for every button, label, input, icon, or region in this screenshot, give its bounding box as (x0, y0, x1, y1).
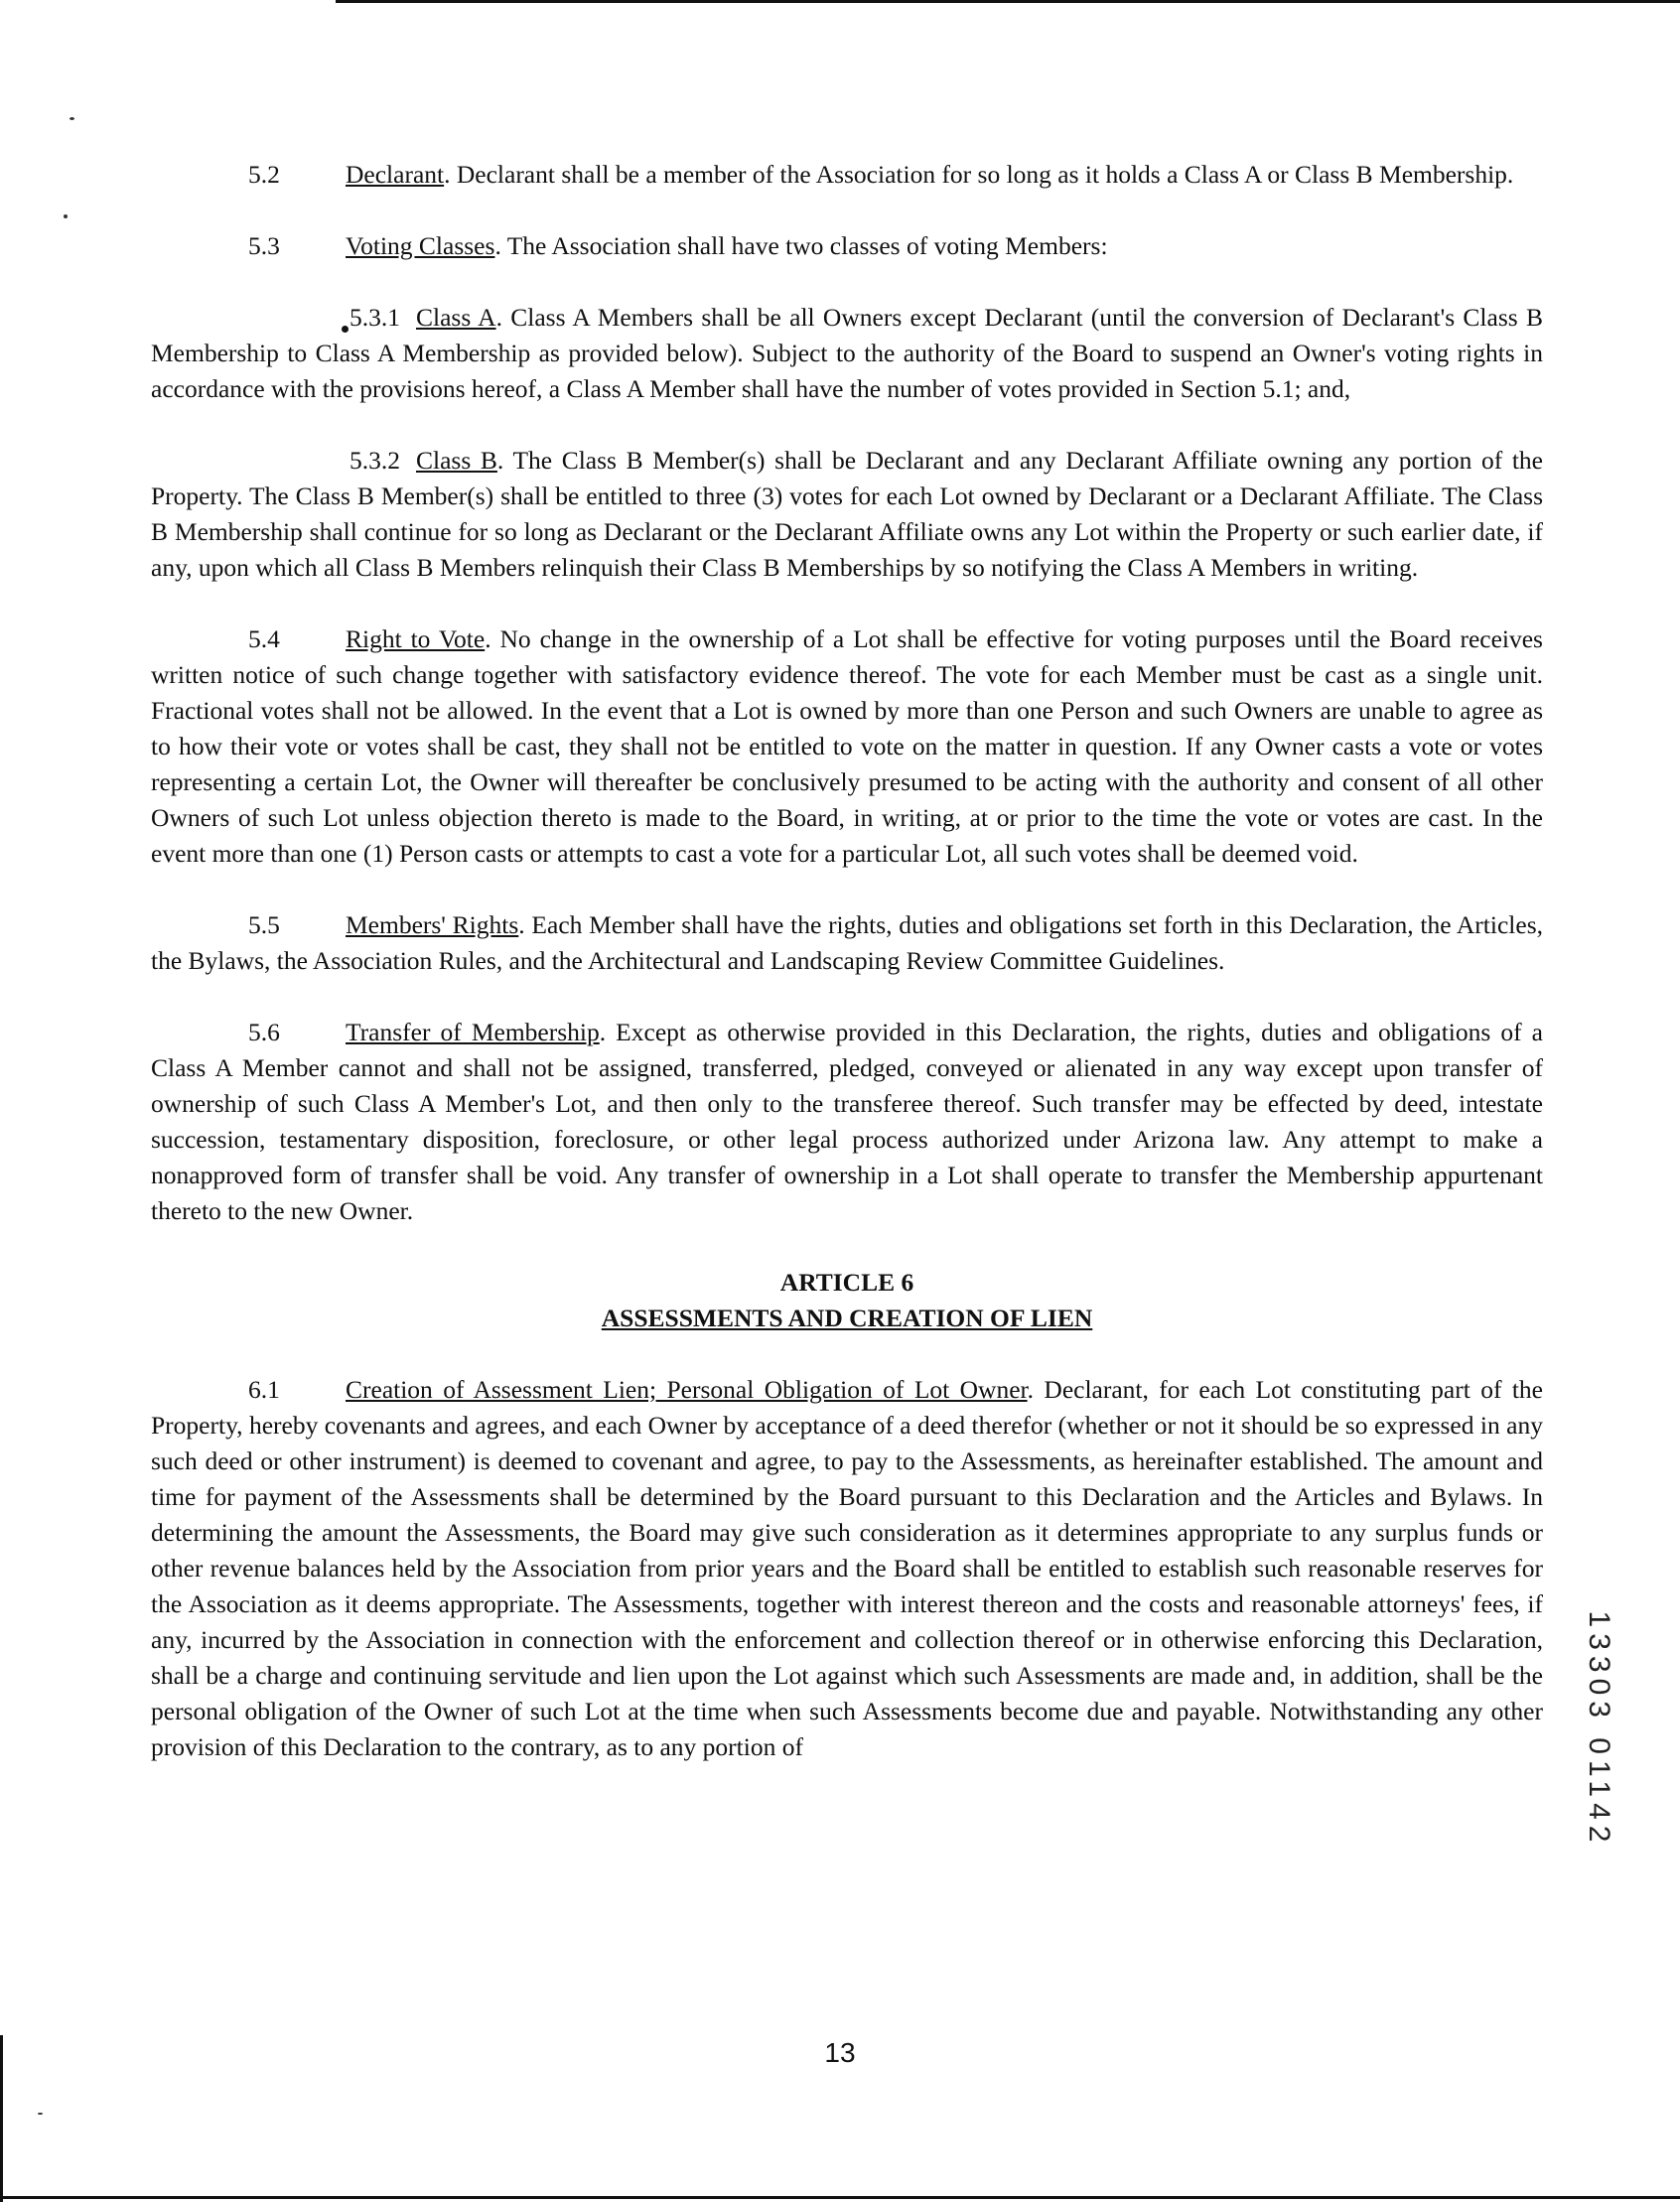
section-text: . Class A Members shall be all Owners except Declarant (until the conversion of Declarant's Class B Membership to Class A Membership as provided below). Subject to the authority of the Board to suspend an Owner's voting rights in accordance with the provisions hereof, a Class A Member shall have the number of votes provided in Section 5.1; and, (151, 303, 1543, 403)
document-body (151, 157, 1543, 1801)
recording-stamp-text: 13303 01142 (1583, 1610, 1615, 1849)
section-heading: Members' Rights (346, 910, 519, 939)
section-5-3-2 (151, 443, 1543, 586)
section-text: . Declarant shall be a member of the Association for so long as it holds a Class A or Class B Membership. (444, 160, 1514, 189)
section-5-3 (151, 228, 1543, 264)
section-number: 5.3.1 (350, 303, 400, 332)
section-5-3-1 (151, 300, 1543, 407)
section-5-4 (151, 621, 1543, 872)
page-number: 13 (824, 2037, 856, 2068)
scan-speck (70, 117, 74, 120)
section-number: 5.5 (248, 910, 280, 939)
article-title: ASSESSMENTS AND CREATION OF LIEN (601, 1304, 1093, 1332)
section-number: 5.2 (248, 160, 280, 189)
section-heading: Class A (416, 303, 496, 332)
section-text: . The Association shall have two classes of voting Members: (494, 231, 1108, 260)
scan-bottom-border (0, 2196, 1680, 2199)
section-heading: Transfer of Membership (346, 1018, 600, 1046)
section-heading: Declarant (346, 160, 445, 189)
section-5-2 (151, 157, 1543, 193)
section-text: . Declarant, for each Lot constituting part of the Property, hereby covenants and agrees, and each Owner by acceptance of a deed therefor (whether or not it should be so expressed in any such deed or other instrument) is deemed to covenant and agree, to pay to the Assessments, as hereinafter established. The amount and time for payment of the Assessments shall be determined by the Board pursuant to this Declaration and the Articles and Bylaws. In determining the amount the Assessments, the Board may give such consideration as it determines appropriate to any surplus funds or other revenue balances held by the Association from prior years and the Board shall be entitled to establish such reasonable reserves for the Association as it deems appropriate. The Assessments, together with interest thereon and the costs and reasonable attorneys' fees, if any, incurred by the Association in connection with the enforcement and collection thereof or in otherwise enforcing this Declaration, shall be a charge and continuing servitude and lien upon the Lot against which such Assessments are made and, in addition, shall be the personal obligation of the Owner of such Lot at the time when such Assessments become due and payable. Notwithstanding any other provision of this Declaration to the contrary, as to any portion of (151, 1375, 1543, 1761)
scan-top-border (336, 0, 1680, 3)
section-heading: Right to Vote (346, 624, 486, 653)
section-number: 5.3 (248, 231, 280, 260)
recording-stamp (1569, 1600, 1628, 1858)
section-5-6 (151, 1015, 1543, 1229)
section-text: . Except as otherwise provided in this Declaration, the rights, duties and obligations of a Class A Member cannot and shall not be assigned, transferred, pledged, conveyed or alienated in any way except upon transfer of ownership of such Class A Member's Lot, and then only to the transferee thereof. Such transfer may be effected by deed, intestate succession, testamentary disposition, foreclosure, or other legal process authorized under Arizona law. Any attempt to make a nonapproved form of transfer shall be void. Any transfer of ownership in a Lot shall operate to transfer the Membership appurtenant thereto to the new Owner. (151, 1018, 1543, 1225)
section-number: 5.4 (248, 624, 280, 653)
article-6-heading (151, 1265, 1543, 1336)
section-heading: Voting Classes (346, 231, 495, 260)
section-number: 5.6 (248, 1018, 280, 1046)
article-label: ARTICLE 6 (779, 1268, 914, 1297)
section-number: 6.1 (248, 1375, 280, 1404)
section-heading: Creation of Assessment Lien; Personal Obligation of Lot Owner (346, 1375, 1028, 1404)
section-number: 5.3.2 (350, 446, 400, 475)
scan-speck (64, 214, 68, 218)
section-text: . Each Member shall have the rights, duties and obligations set forth in this Declaration, the Articles, the Bylaws, the Association Rules, and the Architectural and Landscaping Review Committee Guidelines. (151, 910, 1543, 975)
section-text: . The Class B Member(s) shall be Declarant and any Declarant Affiliate owning any portion of the Property. The Class B Member(s) shall be entitled to three (3) votes for each Lot owned by Declarant or a Declarant Affiliate. The Class B Membership shall continue for so long as Declarant or the Declarant Affiliate owns any Lot within the Property or such earlier date, if any, upon which all Class B Members relinquish their Class B Memberships by so notifying the Class A Members in writing. (151, 446, 1543, 582)
section-heading: Class B (416, 446, 497, 475)
section-5-5 (151, 907, 1543, 979)
scan-speck (38, 2113, 43, 2115)
section-6-1 (151, 1372, 1543, 1765)
section-text: . No change in the ownership of a Lot shall be effective for voting purposes until the Board receives written notice of such change together with satisfactory evidence thereof. The vote for each Member must be cast as a single unit. Fractional votes shall not be allowed. In the event that a Lot is owned by more than one Person and such Owners are unable to agree as to how their vote or votes shall be cast, they shall not be entitled to vote on the matter in question. If any Owner casts a vote or votes representing a certain Lot, the Owner will thereafter be conclusively presumed to be acting with the authority and consent of all other Owners of such Lot unless objection thereto is made to the Board, in writing, at or prior to the time the vote or votes are cast. In the event more than one (1) Person casts or attempts to cast a vote for a particular Lot, all such votes shall be deemed void. (151, 624, 1543, 868)
